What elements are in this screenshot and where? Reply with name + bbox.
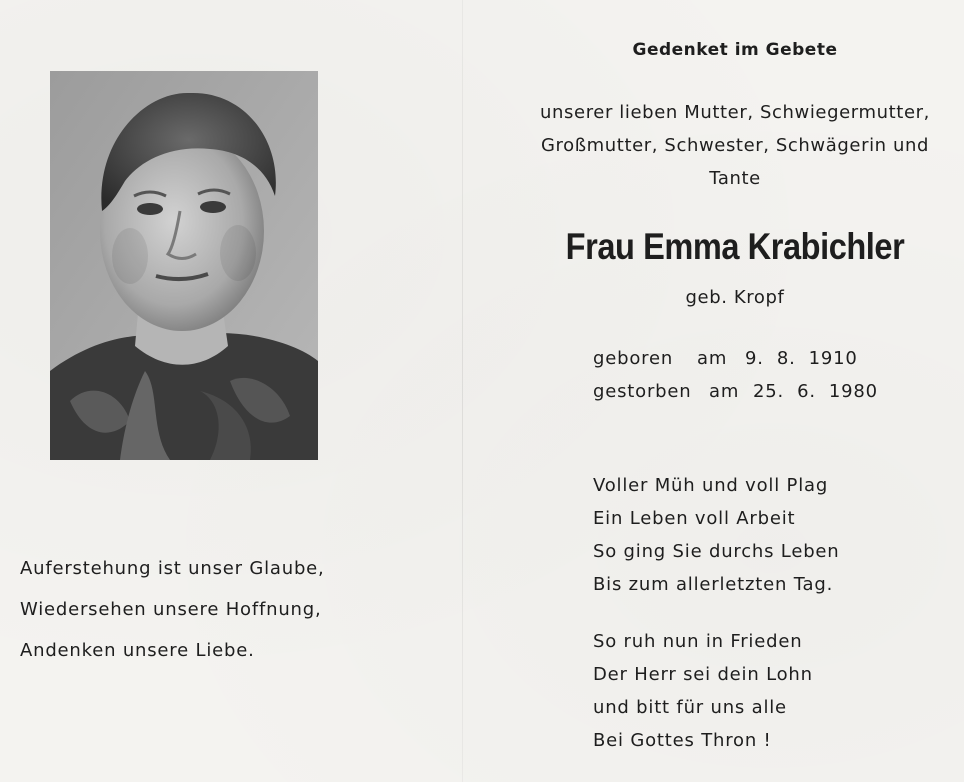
birth-label: geboren <box>593 348 674 369</box>
deceased-name: Frau Emma Krabichler <box>565 226 905 267</box>
verse-stanza-2 <box>593 625 923 757</box>
quote-line: Auferstehung ist unser Glaube, <box>20 558 325 579</box>
verse-line: So ruh nun in Frieden <box>593 631 803 652</box>
verse-line: Bei Gottes Thron ! <box>593 730 772 751</box>
portrait-photo <box>50 71 318 460</box>
intro-line: Tante <box>709 168 761 189</box>
verse-line: Voller Müh und voll Plag <box>593 475 829 496</box>
portrait-image <box>50 71 318 460</box>
maiden-name: geb. Kropf <box>685 287 785 308</box>
card-heading: Gedenket im Gebete <box>632 40 838 60</box>
death-label: gestorben <box>593 381 692 402</box>
quote-line: Andenken unsere Liebe. <box>20 640 255 661</box>
birth-date: 9. 8. 1910 <box>745 348 858 369</box>
death-am: am <box>709 381 740 402</box>
intro-line: Großmutter, Schwester, Schwägerin und <box>540 135 930 156</box>
verse-line: So ging Sie durchs Leben <box>593 541 840 562</box>
quote-line: Wiedersehen unsere Hoffnung, <box>20 599 322 620</box>
verse-line: Der Herr sei dein Lohn <box>593 664 813 685</box>
birth-am: am <box>697 348 728 369</box>
death-date-row <box>593 375 933 408</box>
life-dates <box>593 342 933 408</box>
card-fold-line <box>462 0 463 782</box>
intro-text <box>512 96 958 195</box>
intro-line: unserer lieben Mutter, Schwiegermutter, <box>540 102 930 123</box>
verse-line: Ein Leben voll Arbeit <box>593 508 796 529</box>
left-quote <box>20 548 440 671</box>
birth-date-row <box>593 342 933 375</box>
death-date: 25. 6. 1980 <box>753 381 878 402</box>
verse-line: und bitt für uns alle <box>593 697 787 718</box>
verse-line: Bis zum allerletzten Tag. <box>593 574 834 595</box>
verse-stanza-1 <box>593 469 923 601</box>
